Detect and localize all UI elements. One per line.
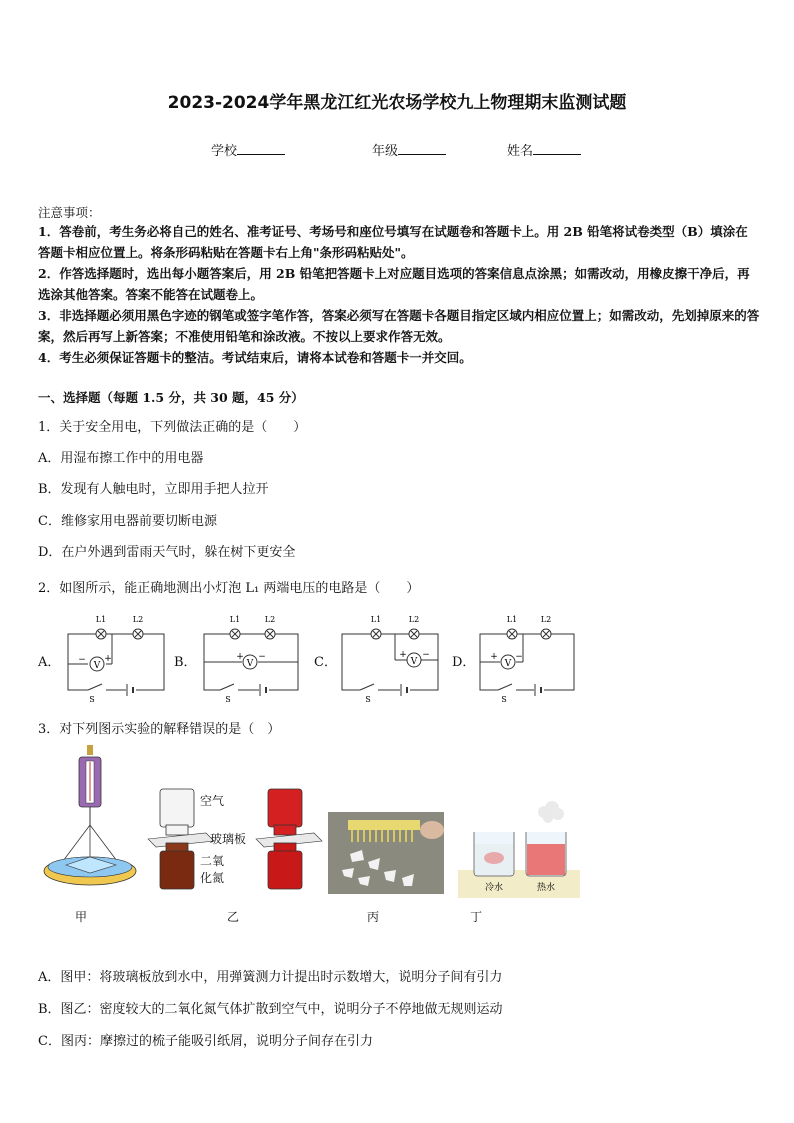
circuit-c-l1: L1 — [370, 615, 382, 624]
circuit-d-s: S — [501, 695, 507, 704]
circuit-b-l2: L2 — [264, 615, 276, 624]
figure-jia-spring-scale — [40, 745, 142, 905]
figure-ding-beakers — [458, 800, 580, 898]
circuit-c-l2: L2 — [408, 615, 420, 624]
q2-label-d: D． — [452, 655, 476, 670]
svg-text:+: + — [399, 650, 407, 660]
name-label: 姓名 — [507, 144, 534, 159]
voltmeter-a-label: V — [93, 661, 101, 671]
q1-option-b: B．发现有人触电时，立即用手把人拉开 — [38, 482, 269, 497]
fig-label-yi: 乙 — [227, 910, 240, 924]
circuit-d-l2: L2 — [540, 615, 552, 624]
q2-label-c: C． — [314, 655, 337, 670]
fig-label-bing: 丙 — [367, 910, 380, 924]
grade-label: 年级 — [372, 144, 399, 159]
figure-yi-bottles-no2 — [256, 785, 326, 895]
circuit-c-diagram — [340, 612, 444, 704]
notice-item-4: 4．考生必须保证答题卡的整洁。考试结束后，请将本试卷和答题卡一并交回。 — [38, 350, 472, 365]
circuit-b-s: S — [225, 695, 231, 704]
fig-label-ding: 丁 — [470, 910, 483, 924]
school-label: 学校 — [211, 144, 238, 159]
svg-text:+: + — [104, 654, 112, 664]
svg-text:+: + — [236, 652, 244, 662]
hot-water-label: 热水 — [536, 883, 556, 893]
voltmeter-c-label: V — [410, 657, 418, 667]
svg-text:−: − — [515, 652, 523, 662]
q3-option-c: C．图丙：摩擦过的梳子能吸引纸屑，说明分子间存在引力 — [38, 1034, 373, 1049]
q1-option-a: A．用湿布擦工作中的用电器 — [38, 451, 204, 466]
circuit-a-s: S — [89, 695, 95, 704]
school-blank — [237, 142, 285, 155]
notice-item-3: 3．非选择题必须用黑色字迹的钢笔或签字笔作答，答案必须写在答题卡各题目指定区域内相应位置上；如需改动，先划掉原来的答案，然后再写上新答案；不准使用铅笔和涂改液。不按以上要求作答无效。 — [38, 308, 760, 344]
circuit-a-l2: L2 — [132, 615, 144, 624]
grade-blank — [398, 142, 446, 155]
notice-item-2: 2．作答选择题时，选出每小题答案后，用 2B 铅笔把答题卡上对应题目选项的答案信息点涂黑；如需改动，用橡皮擦干净后，再选涂其他答案。答案不能答在试题卷上。 — [38, 266, 750, 302]
circuit-d-diagram — [478, 612, 582, 704]
q1-option-c: C．维修家用电器前要切断电源 — [38, 514, 217, 529]
name-blank — [533, 142, 581, 155]
voltmeter-d-label: V — [504, 659, 512, 669]
svg-text:−: − — [258, 652, 266, 662]
notice-item-1: 1．答卷前，考生务必将自己的姓名、准考证号、考场号和座位号填写在试题卷和答题卡上。用 2B 铅笔将试卷类型（B）填涂在答题卡相应位置上。将条形码粘贴在答题卡右上角"条形码粘贴处"。 — [38, 224, 748, 260]
no2-label: 二氧化氮 — [200, 854, 225, 885]
cold-water-label: 冷水 — [484, 883, 504, 893]
q1-stem: 1．关于安全用电，下列做法正确的是（ ） — [38, 420, 307, 435]
section-heading: 一、选择题（每题 1.5 分，共 30 题，45 分） — [38, 390, 304, 405]
page-title: 2023-2024学年黑龙江红光农场学校九上物理期末监测试题 — [167, 93, 627, 113]
name-field — [507, 140, 581, 159]
q3-option-b: B．图乙：密度较大的二氧化氮气体扩散到空气中，说明分子不停地做无规则运动 — [38, 1002, 503, 1017]
svg-text:−: − — [422, 650, 430, 660]
circuit-b-diagram — [202, 612, 306, 704]
school-field — [211, 140, 285, 159]
fig-label-jia: 甲 — [75, 910, 88, 924]
circuit-a-diagram — [66, 612, 170, 704]
glass-plate-label: 玻璃板 — [210, 832, 247, 846]
q1-option-d: D．在户外遇到雷雨天气时，躲在树下更安全 — [38, 545, 296, 560]
q2-label-b: B． — [174, 655, 197, 670]
q2-label-a: A． — [38, 655, 61, 670]
q2-stem: 2．如图所示，能正确地测出小灯泡 L₁ 两端电压的电路是（ ） — [38, 581, 420, 596]
figure-bing-comb — [328, 812, 444, 894]
circuit-b-l1: L1 — [229, 615, 241, 624]
air-label: 空气 — [200, 794, 225, 808]
circuit-a-l1: L1 — [95, 615, 107, 624]
q3-option-a: A．图甲：将玻璃板放到水中，用弹簧测力计提出时示数增大，说明分子间有引力 — [38, 970, 503, 985]
q3-stem: 3．对下列图示实验的解释错误的是（ ） — [38, 722, 281, 737]
notice-heading: 注意事项： — [38, 205, 101, 220]
grade-field — [372, 140, 446, 159]
voltmeter-b-label: V — [246, 659, 254, 669]
circuit-c-s: S — [365, 695, 371, 704]
svg-text:+: + — [490, 652, 498, 662]
svg-text:−: − — [78, 655, 86, 665]
circuit-d-l1: L1 — [506, 615, 518, 624]
